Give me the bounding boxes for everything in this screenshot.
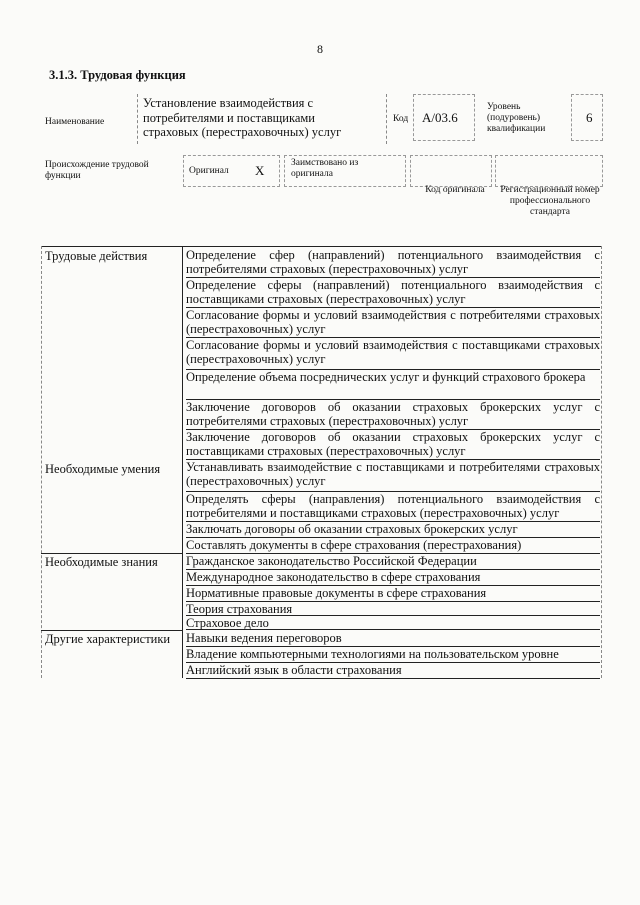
table-left-border: [41, 246, 42, 678]
function-name: Установление взаимодействия с потребителями и поставщиками страховых (перестраховочных) услуг: [143, 96, 342, 139]
table-cell: Согласование формы и условий взаимодействия с потребителями страховых (перестраховочных) услуг: [186, 308, 600, 337]
table-cell: Составлять документы в сфере страхования (перестрахования): [186, 538, 522, 552]
table-row: [186, 647, 600, 663]
level-value: 6: [586, 110, 593, 125]
table-row: [186, 460, 600, 492]
table-cell: Международное законодательство в сфере страхования: [186, 570, 481, 584]
table-row: [186, 538, 600, 554]
table-cell: Нормативные правовые документы в сфере страхования: [186, 586, 487, 600]
table-right-border: [601, 246, 602, 678]
table-cell: Определение объема посреднических услуг и функций страхового брокера: [186, 370, 586, 384]
section-title: 3.1.3. Трудовая функция: [49, 68, 186, 82]
divider: [137, 94, 138, 144]
table-cell: Заключение договоров об оказании страховых брокерских услуг с потребителями страховых (перестраховочных) услуг: [186, 400, 600, 429]
table-cell: Навыки ведения переговоров: [186, 631, 342, 645]
table-row: [186, 586, 600, 602]
table-row: [186, 570, 600, 586]
table-row: [186, 602, 600, 616]
table-cell: Заключение договоров об оказании страховых брокерских услуг с поставщиками страховых (перестраховочных) услуг: [186, 430, 600, 459]
table-row: [186, 370, 600, 400]
group-divider: [41, 630, 182, 631]
reg-number-box: [495, 155, 603, 187]
code-label: Код: [393, 114, 409, 124]
table-cell: Английский язык в области страхования: [186, 663, 402, 677]
table-cell: Заключать договоры об оказании страховых брокерских услуг: [186, 522, 518, 536]
table-cell: Определять сферы (направления) потенциального взаимодействия с потребителями и поставщиками страховых (перестраховочных) услуг: [186, 492, 600, 521]
category-label: Другие характеристики: [45, 632, 171, 646]
table-row: [186, 278, 600, 308]
category-label: Трудовые действия: [45, 249, 148, 263]
table-row: [186, 338, 600, 370]
original-label: Оригинал: [189, 166, 229, 176]
table-cell: Устанавливать взаимодействие с поставщиками и потребителями страховых (перестраховочных) услуг: [186, 460, 600, 489]
table-cell: Определение сферы (направлений) потенциального взаимодействия с поставщиками страховых (перестраховочных) услуг: [186, 278, 600, 307]
table-cell: Страховое дело: [186, 616, 269, 630]
table-row: [186, 400, 600, 430]
table-row: [186, 554, 600, 570]
table-row: [186, 308, 600, 338]
table-cell: Теория страхования: [186, 602, 293, 616]
table-cell: Гражданское законодательство Российской Федерации: [186, 554, 477, 568]
original-code-box: [410, 155, 492, 187]
table-row: [186, 248, 600, 278]
table-row: [186, 663, 600, 679]
code-caption: Код оригинала: [425, 185, 485, 195]
table-row: [186, 522, 600, 538]
table-row: [186, 492, 600, 522]
table-column-divider: [182, 246, 183, 678]
name-label: Наименование: [45, 117, 105, 127]
level-label: Уровень (подуровень) квалификации: [487, 102, 546, 134]
divider: [386, 94, 387, 144]
original-mark: X: [255, 163, 265, 178]
reg-number-caption: Регистрационный номер профессионального стандарта: [500, 185, 600, 217]
category-label: Необходимые знания: [45, 555, 158, 569]
table-row: [186, 631, 600, 647]
table-cell: Определение сфер (направлений) потенциального взаимодействия с потребителями страховых (перестраховочных) услуг: [186, 248, 600, 277]
table-cell: Владение компьютерными технологиями на пользовательском уровне: [186, 647, 559, 661]
table-row: [186, 430, 600, 460]
table-row: [186, 616, 600, 630]
page-number: 8: [317, 42, 323, 56]
table-top-border: [41, 246, 601, 247]
code-value: A/03.6: [422, 110, 458, 125]
borrowed-label: Заимствовано из оригинала: [291, 158, 359, 179]
table-cell: Согласование формы и условий взаимодействия с поставщиками страховых (перестраховочных) услуг: [186, 338, 600, 367]
origin-label: Происхождение трудовой функции: [45, 160, 149, 181]
group-divider: [41, 553, 182, 554]
category-label: Необходимые умения: [45, 462, 161, 476]
